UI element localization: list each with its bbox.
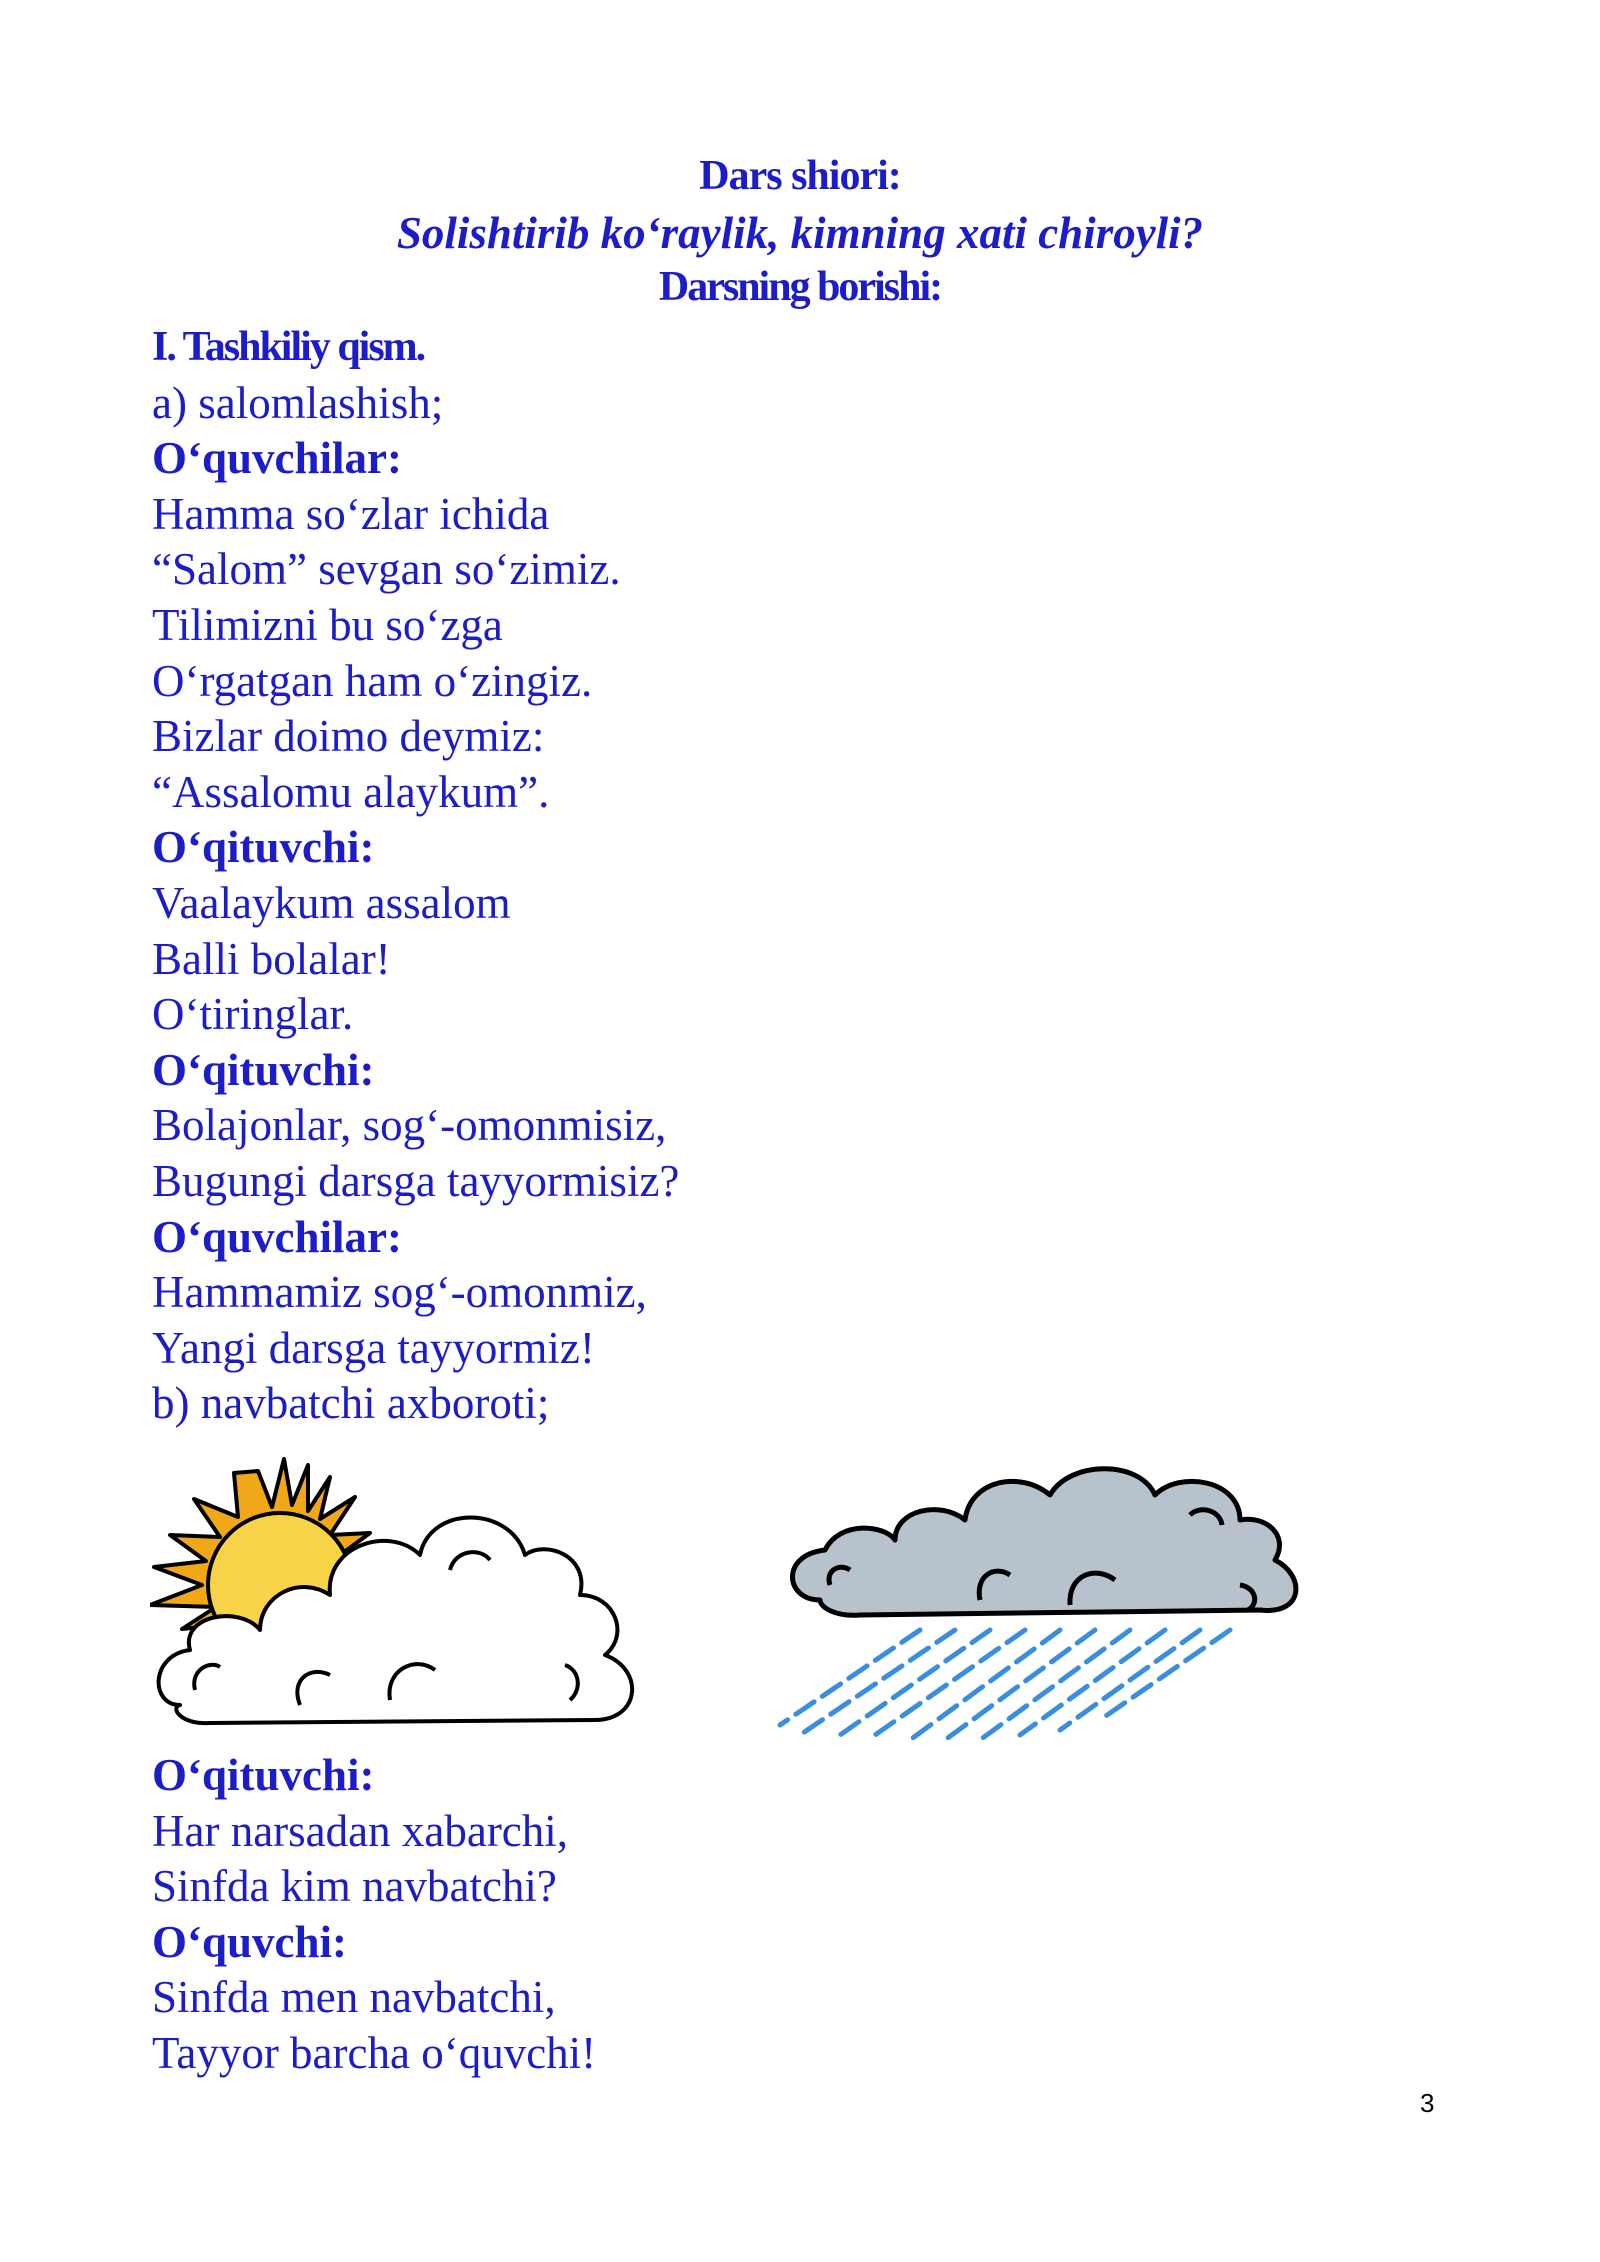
text-line: “Assalomu alaykum”. <box>152 766 550 817</box>
text-line: O‘rgatgan ham o‘zingiz. <box>152 655 593 706</box>
text-line: Vaalaykum assalom <box>152 877 511 928</box>
rain-cloud-icon <box>770 1425 1360 1755</box>
text-line: Sinfda men navbatchi, <box>152 1972 556 2023</box>
text-line: Tilimizni bu so‘zga <box>152 599 503 650</box>
speaker-label: O‘qituvchi: <box>152 1044 375 1095</box>
text-line: Sinfda kim navbatchi? <box>152 1861 557 1912</box>
text-line: Bugungi darsga tayyormisiz? <box>152 1155 680 1206</box>
rain-streaks <box>780 1630 1230 1740</box>
text-line: b) navbatchi axboroti; <box>152 1378 550 1429</box>
speaker-label: O‘quvchilar: <box>152 1211 403 1262</box>
text-line: O‘tiringlar. <box>152 989 354 1040</box>
text-line: Bolajonlar, sog‘-omonmisiz, <box>152 1100 667 1151</box>
page-number: 3 <box>1420 2088 1435 2118</box>
section-heading: I. Tashkiliy qism. <box>152 324 425 370</box>
text-line: Balli bolalar! <box>152 933 391 984</box>
lesson-motto-title: Dars shiori: <box>699 153 901 199</box>
text-line: Hamma so‘zlar ichida <box>152 488 550 539</box>
section-duty-report <box>152 1748 1452 2082</box>
lesson-progress-title: Darsning borishi: <box>658 264 942 310</box>
speaker-label: O‘quvchi: <box>152 1916 348 1967</box>
text-line: Bizlar doimo deymiz: <box>152 711 545 762</box>
speaker-label: O‘qituvchi: <box>152 822 375 873</box>
text-line: Tayyor barcha o‘quvchi! <box>152 2027 597 2078</box>
speaker-label: O‘qituvchi: <box>152 1750 375 1800</box>
section-organizational <box>152 320 1452 1432</box>
text-line: a) salomlashish; <box>152 377 444 428</box>
text-line: Har narsadan xabarchi, <box>152 1805 569 1856</box>
sun-behind-cloud-icon <box>150 1455 660 1755</box>
lesson-motto: Solishtirib ko‘raylik, kimning xati chiroyli? <box>396 208 1204 258</box>
text-line: Yangi darsga tayyormiz! <box>152 1322 595 1373</box>
text-line: Hammamiz sog‘-omonmiz, <box>152 1267 647 1318</box>
rain-cloud-body <box>793 1469 1296 1616</box>
speaker-label: O‘quvchilar: <box>152 433 403 484</box>
text-line: “Salom” sevgan so‘zimiz. <box>152 544 621 595</box>
